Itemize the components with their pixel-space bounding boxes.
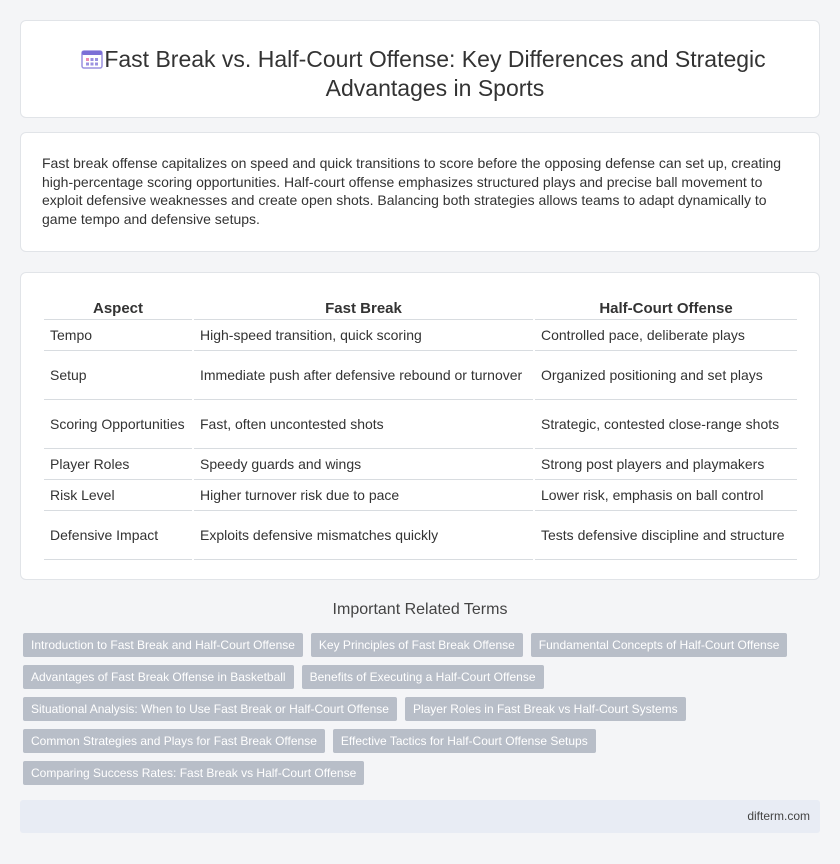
table-row bbox=[44, 400, 797, 449]
intro-paragraph: Fast break offense capitalizes on speed and quick transitions to score before the opposing defense can set up, creating high-percentage scoring opportunities. Half-court offense emphasizes structured plays and precise ball movement to exploit defensive weaknesses and create open shots. Balancing both strategies allows teams to adapt dynamically to game tempo and defensive setups. bbox=[42, 155, 782, 227]
table-row bbox=[44, 320, 797, 351]
cell-fast-break: Immediate push after defensive rebound or turnover bbox=[194, 351, 533, 400]
related-term-tag[interactable]: Advantages of Fast Break Offense in Basketball bbox=[23, 665, 294, 689]
table-row bbox=[44, 511, 797, 560]
comparison-card bbox=[20, 272, 820, 580]
cell-aspect: Scoring Opportunities bbox=[44, 400, 192, 449]
cell-aspect: Defensive Impact bbox=[44, 511, 192, 560]
footer bbox=[20, 800, 820, 833]
cell-aspect: Tempo bbox=[44, 320, 192, 351]
related-term-tag[interactable]: Player Roles in Fast Break vs Half-Court Systems bbox=[405, 697, 686, 721]
intro-card bbox=[20, 132, 820, 252]
cell-half-court: Lower risk, emphasis on ball control bbox=[535, 480, 797, 511]
cell-aspect: Player Roles bbox=[44, 449, 192, 480]
title-card bbox=[20, 20, 820, 118]
cell-fast-break: Higher turnover risk due to pace bbox=[194, 480, 533, 511]
cell-half-court: Controlled pace, deliberate plays bbox=[535, 320, 797, 351]
cell-aspect: Risk Level bbox=[44, 480, 192, 511]
cell-half-court: Strong post players and playmakers bbox=[535, 449, 797, 480]
related-term-tag[interactable]: Common Strategies and Plays for Fast Break Offense bbox=[23, 729, 325, 753]
cell-aspect: Setup bbox=[44, 351, 192, 400]
related-term-tag[interactable]: Introduction to Fast Break and Half-Court Offense bbox=[23, 633, 303, 657]
header-half-court: Half-Court Offense bbox=[535, 296, 797, 320]
page-title: Fast Break vs. Half-Court Offense: Key Differences and Strategic Advantages in Sports bbox=[104, 46, 766, 101]
table-row bbox=[44, 351, 797, 400]
table-row bbox=[44, 449, 797, 480]
related-terms-list bbox=[23, 633, 823, 793]
header-fast-break: Fast Break bbox=[194, 296, 533, 320]
comparison-table bbox=[42, 296, 799, 560]
related-term-tag[interactable]: Benefits of Executing a Half-Court Offense bbox=[302, 665, 544, 689]
header-aspect: Aspect bbox=[44, 296, 192, 320]
table-header-row bbox=[44, 296, 797, 320]
cell-half-court: Tests defensive discipline and structure bbox=[535, 511, 797, 560]
related-term-tag[interactable]: Effective Tactics for Half-Court Offense Setups bbox=[333, 729, 596, 753]
cell-half-court: Strategic, contested close-range shots bbox=[535, 400, 797, 449]
related-term-tag[interactable]: Comparing Success Rates: Fast Break vs Half-Court Offense bbox=[23, 761, 364, 785]
related-term-tag[interactable]: Fundamental Concepts of Half-Court Offense bbox=[531, 633, 788, 657]
site-link[interactable]: difterm.com bbox=[747, 809, 810, 823]
cell-half-court: Organized positioning and set plays bbox=[535, 351, 797, 400]
cell-fast-break: Exploits defensive mismatches quickly bbox=[194, 511, 533, 560]
table-row bbox=[44, 480, 797, 511]
related-terms-heading: Important Related Terms bbox=[332, 601, 508, 618]
cell-fast-break: Fast, often uncontested shots bbox=[194, 400, 533, 449]
cell-fast-break: High-speed transition, quick scoring bbox=[194, 320, 533, 351]
related-term-tag[interactable]: Key Principles of Fast Break Offense bbox=[311, 633, 523, 657]
cell-fast-break: Speedy guards and wings bbox=[194, 449, 533, 480]
related-term-tag[interactable]: Situational Analysis: When to Use Fast Break or Half-Court Offense bbox=[23, 697, 397, 721]
